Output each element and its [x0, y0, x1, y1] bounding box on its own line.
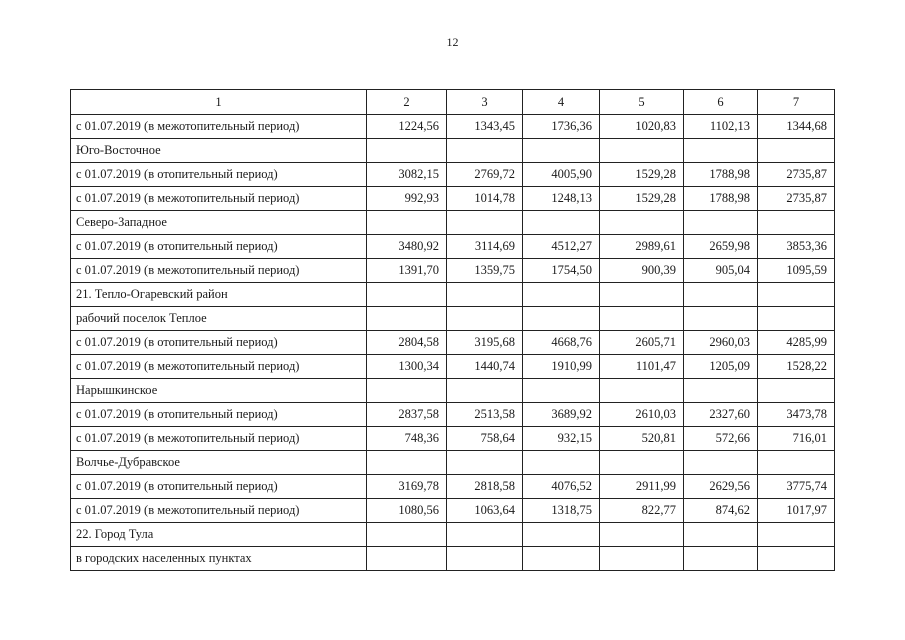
value-cell: 2769,72 — [447, 163, 523, 187]
tariff-table — [70, 89, 835, 571]
row-label: 21. Тепло-Огаревский район — [71, 283, 367, 307]
value-cell: 1102,13 — [684, 115, 758, 139]
value-cell — [758, 139, 835, 163]
value-cell: 874,62 — [684, 499, 758, 523]
value-cell — [523, 547, 600, 571]
table-row — [71, 331, 835, 355]
value-cell: 900,39 — [600, 259, 684, 283]
value-cell — [523, 307, 600, 331]
value-cell: 1528,22 — [758, 355, 835, 379]
value-cell: 1063,64 — [447, 499, 523, 523]
value-cell: 3114,69 — [447, 235, 523, 259]
value-cell: 2960,03 — [684, 331, 758, 355]
value-cell — [600, 211, 684, 235]
table-body — [71, 115, 835, 571]
value-cell — [447, 211, 523, 235]
value-cell: 3082,15 — [367, 163, 447, 187]
value-cell: 4668,76 — [523, 331, 600, 355]
value-cell: 1736,36 — [523, 115, 600, 139]
table-row — [71, 523, 835, 547]
value-cell — [758, 379, 835, 403]
value-cell — [600, 547, 684, 571]
value-cell: 1343,45 — [447, 115, 523, 139]
row-label: с 01.07.2019 (в отопительный период) — [71, 163, 367, 187]
value-cell — [600, 451, 684, 475]
value-cell — [684, 139, 758, 163]
value-cell: 1205,09 — [684, 355, 758, 379]
column-header: 3 — [447, 90, 523, 115]
table-row — [71, 235, 835, 259]
column-header: 6 — [684, 90, 758, 115]
value-cell: 4005,90 — [523, 163, 600, 187]
value-cell — [600, 379, 684, 403]
table-row — [71, 259, 835, 283]
value-cell — [600, 139, 684, 163]
value-cell — [447, 451, 523, 475]
row-label: с 01.07.2019 (в межотопительный период) — [71, 499, 367, 523]
value-cell: 2605,71 — [600, 331, 684, 355]
value-cell — [758, 523, 835, 547]
row-label: с 01.07.2019 (в отопительный период) — [71, 235, 367, 259]
row-label: с 01.07.2019 (в межотопительный период) — [71, 115, 367, 139]
value-cell — [758, 307, 835, 331]
value-cell: 2629,56 — [684, 475, 758, 499]
value-cell — [367, 451, 447, 475]
value-cell: 1910,99 — [523, 355, 600, 379]
value-cell — [367, 523, 447, 547]
value-cell — [523, 211, 600, 235]
value-cell: 992,93 — [367, 187, 447, 211]
table-row — [71, 355, 835, 379]
row-label: Нарышкинское — [71, 379, 367, 403]
table-row — [71, 283, 835, 307]
value-cell — [447, 379, 523, 403]
row-label: в городских населенных пунктах — [71, 547, 367, 571]
value-cell: 2513,58 — [447, 403, 523, 427]
column-header: 1 — [71, 90, 367, 115]
value-cell: 1020,83 — [600, 115, 684, 139]
value-cell: 2735,87 — [758, 163, 835, 187]
value-cell — [684, 523, 758, 547]
value-cell: 1754,50 — [523, 259, 600, 283]
row-label: с 01.07.2019 (в межотопительный период) — [71, 259, 367, 283]
value-cell: 748,36 — [367, 427, 447, 451]
table-row — [71, 499, 835, 523]
table-row — [71, 427, 835, 451]
row-label: с 01.07.2019 (в отопительный период) — [71, 475, 367, 499]
value-cell — [367, 307, 447, 331]
table-row — [71, 475, 835, 499]
value-cell — [600, 523, 684, 547]
value-cell: 822,77 — [600, 499, 684, 523]
value-cell — [447, 307, 523, 331]
value-cell: 1017,97 — [758, 499, 835, 523]
value-cell — [684, 283, 758, 307]
row-label: с 01.07.2019 (в межотопительный период) — [71, 427, 367, 451]
value-cell: 905,04 — [684, 259, 758, 283]
value-cell — [367, 547, 447, 571]
table-row — [71, 307, 835, 331]
value-cell: 2818,58 — [447, 475, 523, 499]
value-cell — [758, 211, 835, 235]
value-cell — [447, 547, 523, 571]
value-cell: 1788,98 — [684, 187, 758, 211]
value-cell: 1391,70 — [367, 259, 447, 283]
value-cell: 1359,75 — [447, 259, 523, 283]
row-label: рабочий поселок Теплое — [71, 307, 367, 331]
value-cell: 3689,92 — [523, 403, 600, 427]
value-cell — [684, 307, 758, 331]
value-cell: 1440,74 — [447, 355, 523, 379]
value-cell: 1529,28 — [600, 163, 684, 187]
row-label: Юго-Восточное — [71, 139, 367, 163]
value-cell — [367, 283, 447, 307]
value-cell — [447, 139, 523, 163]
value-cell: 1318,75 — [523, 499, 600, 523]
table-row — [71, 379, 835, 403]
value-cell: 520,81 — [600, 427, 684, 451]
value-cell — [367, 379, 447, 403]
value-cell: 2989,61 — [600, 235, 684, 259]
value-cell: 3473,78 — [758, 403, 835, 427]
value-cell: 1344,68 — [758, 115, 835, 139]
column-header: 2 — [367, 90, 447, 115]
value-cell: 4512,27 — [523, 235, 600, 259]
table-row — [71, 139, 835, 163]
value-cell: 1529,28 — [600, 187, 684, 211]
value-cell — [684, 211, 758, 235]
value-cell: 2735,87 — [758, 187, 835, 211]
value-cell: 1014,78 — [447, 187, 523, 211]
value-cell: 4076,52 — [523, 475, 600, 499]
page-number: 12 — [446, 35, 459, 49]
value-cell: 1788,98 — [684, 163, 758, 187]
row-label: с 01.07.2019 (в отопительный период) — [71, 331, 367, 355]
value-cell — [523, 379, 600, 403]
table-row — [71, 451, 835, 475]
value-cell: 932,15 — [523, 427, 600, 451]
value-cell: 4285,99 — [758, 331, 835, 355]
table-row — [71, 403, 835, 427]
value-cell: 1224,56 — [367, 115, 447, 139]
value-cell: 1095,59 — [758, 259, 835, 283]
value-cell: 3775,74 — [758, 475, 835, 499]
column-header: 7 — [758, 90, 835, 115]
table-header-row — [71, 90, 835, 115]
value-cell: 1300,34 — [367, 355, 447, 379]
value-cell — [367, 211, 447, 235]
value-cell — [600, 283, 684, 307]
value-cell — [600, 307, 684, 331]
table-row — [71, 187, 835, 211]
value-cell: 2804,58 — [367, 331, 447, 355]
row-label: Волчье-Дубравское — [71, 451, 367, 475]
value-cell — [367, 139, 447, 163]
value-cell: 2659,98 — [684, 235, 758, 259]
value-cell — [684, 379, 758, 403]
value-cell — [758, 547, 835, 571]
table-row — [71, 211, 835, 235]
value-cell — [523, 523, 600, 547]
value-cell — [758, 451, 835, 475]
value-cell — [684, 547, 758, 571]
value-cell — [758, 283, 835, 307]
row-label: с 01.07.2019 (в межотопительный период) — [71, 187, 367, 211]
value-cell — [447, 523, 523, 547]
value-cell: 572,66 — [684, 427, 758, 451]
value-cell: 3195,68 — [447, 331, 523, 355]
value-cell: 2837,58 — [367, 403, 447, 427]
row-label: с 01.07.2019 (в межотопительный период) — [71, 355, 367, 379]
table-row — [71, 547, 835, 571]
table-row — [71, 115, 835, 139]
value-cell — [523, 451, 600, 475]
value-cell: 1080,56 — [367, 499, 447, 523]
column-header: 5 — [600, 90, 684, 115]
row-label: Северо-Западное — [71, 211, 367, 235]
value-cell — [447, 283, 523, 307]
value-cell — [684, 451, 758, 475]
value-cell: 716,01 — [758, 427, 835, 451]
value-cell: 1101,47 — [600, 355, 684, 379]
value-cell: 2327,60 — [684, 403, 758, 427]
value-cell: 3480,92 — [367, 235, 447, 259]
column-header: 4 — [523, 90, 600, 115]
value-cell: 3853,36 — [758, 235, 835, 259]
value-cell — [523, 139, 600, 163]
value-cell — [523, 283, 600, 307]
table-row — [71, 163, 835, 187]
value-cell: 3169,78 — [367, 475, 447, 499]
value-cell: 758,64 — [447, 427, 523, 451]
value-cell: 2610,03 — [600, 403, 684, 427]
row-label: 22. Город Тула — [71, 523, 367, 547]
value-cell: 2911,99 — [600, 475, 684, 499]
value-cell: 1248,13 — [523, 187, 600, 211]
row-label: с 01.07.2019 (в отопительный период) — [71, 403, 367, 427]
